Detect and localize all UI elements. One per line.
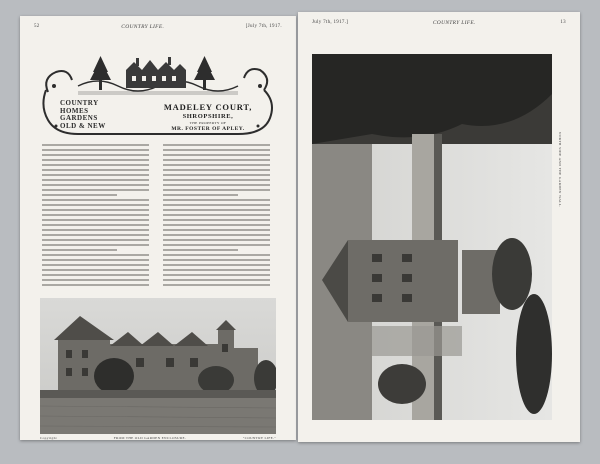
body-text-line [163, 229, 270, 231]
body-text-line [42, 244, 149, 246]
right-page [298, 12, 580, 442]
body-text-line [163, 164, 270, 166]
left-caption-credit: Copyright [40, 436, 57, 440]
body-text-line [42, 184, 149, 186]
body-text-line [163, 219, 270, 221]
body-text-line [163, 209, 270, 211]
body-text-line [42, 194, 117, 196]
left-page-number: 52 [34, 24, 40, 29]
body-text-line [42, 234, 149, 236]
body-text-line [42, 154, 149, 156]
right-page-header [312, 20, 566, 26]
body-text-line [163, 159, 270, 161]
right-photo-caption [556, 132, 564, 352]
body-text-line [42, 189, 149, 191]
body-text-line [163, 174, 270, 176]
body-text-line [42, 279, 149, 281]
body-text-line [163, 214, 270, 216]
body-text-column-right [163, 144, 270, 290]
body-text-line [163, 199, 270, 201]
body-text-line [163, 169, 270, 171]
body-text-column-left [42, 144, 149, 290]
body-text-line [42, 274, 149, 276]
right-caption-title: NORTH SIDE AND THE GARDEN WALL. [558, 132, 562, 208]
body-text-line [42, 144, 149, 146]
article-owner: MR. FOSTER OF APLEY. [171, 126, 245, 132]
body-text-line [163, 254, 270, 256]
body-text-line [163, 259, 270, 261]
body-text-line [163, 194, 238, 196]
body-text-line [42, 269, 149, 271]
body-text-line [163, 144, 270, 146]
right-page-number: 13 [560, 20, 566, 25]
masthead-series-line: OLD & NEW [60, 121, 106, 130]
masthead-series-line: GARDENS [60, 114, 98, 122]
masthead-series-line: COUNTRY [60, 99, 99, 107]
body-text-line [42, 199, 149, 201]
body-text-line [42, 149, 149, 151]
body-text-line [42, 169, 149, 171]
body-text-line [163, 149, 270, 151]
right-page-date: July 7th, 1917.] [312, 20, 349, 25]
masthead-series [60, 100, 130, 130]
left-photo-caption [40, 436, 276, 442]
body-text-line [42, 259, 149, 261]
body-text-line [163, 269, 270, 271]
right-running-title: COUNTRY LIFE. [432, 20, 476, 26]
body-text-line [42, 219, 149, 221]
article-title: MADELEY COURT, [163, 102, 253, 112]
masthead-series-line: HOMES [60, 106, 89, 115]
body-text-line [42, 174, 149, 176]
left-page-date: [July 7th, 1917. [245, 24, 282, 29]
body-text-line [42, 254, 149, 256]
body-text-line [163, 234, 270, 236]
body-text-line [163, 244, 270, 246]
body-text-line [42, 179, 149, 181]
body-text-line [42, 159, 149, 161]
body-text-line [163, 154, 270, 156]
left-running-title: COUNTRY LIFE. [121, 24, 165, 30]
body-text-line [163, 274, 270, 276]
photo-north-side [312, 54, 552, 420]
body-text-line [42, 224, 149, 226]
body-text-line [163, 239, 270, 241]
body-text-line [163, 264, 270, 266]
body-text-line [42, 284, 149, 286]
body-text-line [163, 204, 270, 206]
body-text-line [42, 239, 149, 241]
left-page-header [34, 24, 282, 30]
body-text-line [163, 189, 270, 191]
body-text-line [42, 204, 149, 206]
masthead-article-heading [148, 102, 268, 132]
body-text-line [42, 214, 149, 216]
left-caption-title: FROM THE OLD GARDEN ENCLOSURE. [113, 436, 187, 440]
body-text-line [163, 179, 270, 181]
masthead-ornament [38, 56, 276, 140]
body-text-line [42, 249, 117, 251]
left-caption-credit-right: "COUNTRY LIFE." [242, 436, 276, 440]
body-text-line [42, 209, 149, 211]
body-text-line [163, 249, 238, 251]
body-text-line [163, 279, 270, 281]
body-text-line [42, 229, 149, 231]
right-side-note [556, 62, 564, 102]
body-text-line [163, 184, 270, 186]
left-page [20, 16, 296, 440]
body-text-line [163, 284, 270, 286]
body-text-line [163, 224, 270, 226]
body-text-line [42, 264, 149, 266]
article-residence-note: THE PROPERTY OF [189, 121, 227, 125]
article-county: SHROPSHIRE, [182, 113, 234, 120]
body-text-line [42, 164, 149, 166]
photo-garden-enclosure [40, 298, 276, 434]
